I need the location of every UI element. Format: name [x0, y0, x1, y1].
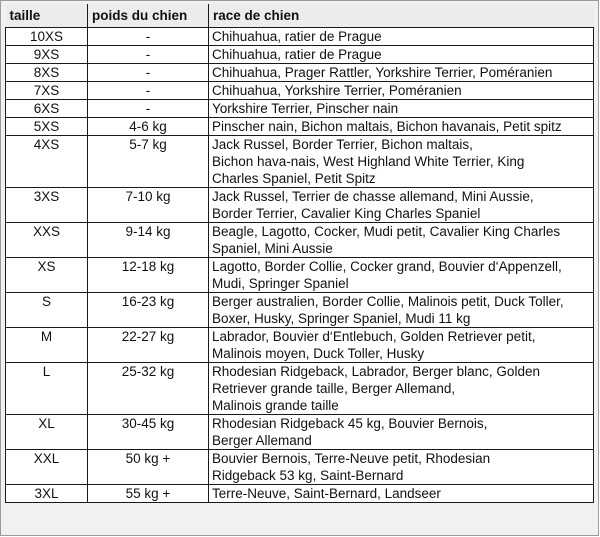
- breed-line: Mudi, Springer Spaniel: [212, 276, 349, 291]
- cell-size: 10XS: [6, 28, 88, 46]
- cell-breeds: [209, 293, 594, 328]
- breed-line: Lagotto, Border Collie, Cocker grand, Bouvier d‘Appenzell,: [212, 259, 562, 274]
- cell-weight: 5-7 kg: [88, 136, 209, 188]
- table-row: [6, 450, 594, 485]
- breed-line: Bouvier Bernois, Terre-Neuve petit, Rhodesian: [212, 451, 491, 466]
- breed-line: Terre-Neuve, Saint-Bernard, Landseer: [212, 486, 441, 501]
- table-row: [6, 64, 594, 82]
- table-row: [6, 293, 594, 328]
- breed-line: Retriever grande taille, Berger Allemand,: [212, 381, 456, 396]
- cell-size: L: [6, 363, 88, 415]
- cell-breeds: [209, 64, 594, 82]
- cell-weight: 50 kg +: [88, 450, 209, 485]
- table-row: [6, 188, 594, 223]
- cell-weight: 16-23 kg: [88, 293, 209, 328]
- breed-line: Malinois grande taille: [212, 398, 339, 413]
- breed-line: Chihuahua, ratier de Prague: [212, 29, 382, 44]
- breed-line: Charles Spaniel, Petit Spitz: [212, 171, 376, 186]
- cell-weight: -: [88, 46, 209, 64]
- breed-line: Spaniel, Mini Aussie: [212, 241, 333, 256]
- cell-breeds: [209, 188, 594, 223]
- cell-breeds: [209, 118, 594, 136]
- size-chart-table: [5, 4, 594, 503]
- header-row: [6, 4, 594, 28]
- breed-line: Pinscher nain, Bichon maltais, Bichon havanais, Petit spitz: [212, 119, 562, 134]
- table-row: [6, 485, 594, 503]
- table-row: [6, 46, 594, 64]
- cell-weight: 55 kg +: [88, 485, 209, 503]
- table-row: [6, 363, 594, 415]
- cell-breeds: [209, 100, 594, 118]
- breed-line: Chihuahua, ratier de Prague: [212, 47, 382, 62]
- cell-size: XL: [6, 415, 88, 450]
- table-row: [6, 118, 594, 136]
- table-row: [6, 328, 594, 363]
- breed-line: Chihuahua, Prager Rattler, Yorkshire Terrier, Poméranien: [212, 65, 553, 80]
- cell-weight: 4-6 kg: [88, 118, 209, 136]
- cell-weight: 25-32 kg: [88, 363, 209, 415]
- breed-line: Border Terrier, Cavalier King Charles Spaniel: [212, 206, 481, 221]
- table-body: [6, 28, 594, 503]
- cell-size: M: [6, 328, 88, 363]
- cell-breeds: [209, 258, 594, 293]
- cell-breeds: [209, 328, 594, 363]
- cell-size: XXL: [6, 450, 88, 485]
- cell-weight: -: [88, 82, 209, 100]
- table-row: [6, 223, 594, 258]
- table-row: [6, 136, 594, 188]
- cell-size: 3XS: [6, 188, 88, 223]
- breed-line: Rhodesian Ridgeback, Labrador, Berger blanc, Golden: [212, 364, 540, 379]
- table-row: [6, 100, 594, 118]
- breed-line: Rhodesian Ridgeback 45 kg, Bouvier Bernois,: [212, 416, 488, 431]
- header-size: taille: [6, 4, 88, 28]
- cell-size: XXS: [6, 223, 88, 258]
- cell-size: 7XS: [6, 82, 88, 100]
- cell-weight: 22-27 kg: [88, 328, 209, 363]
- breed-line: Bichon hava-nais, West Highland White Terrier, King: [212, 154, 525, 169]
- header-breed: race de chien: [209, 4, 594, 28]
- cell-weight: 9-14 kg: [88, 223, 209, 258]
- cell-breeds: [209, 363, 594, 415]
- cell-size: 8XS: [6, 64, 88, 82]
- table-row: [6, 82, 594, 100]
- cell-breeds: [209, 485, 594, 503]
- breed-line: Berger Allemand: [212, 433, 312, 448]
- cell-size: 3XL: [6, 485, 88, 503]
- cell-breeds: [209, 46, 594, 64]
- cell-weight: -: [88, 64, 209, 82]
- cell-weight: 7-10 kg: [88, 188, 209, 223]
- cell-size: 9XS: [6, 46, 88, 64]
- cell-weight: 12-18 kg: [88, 258, 209, 293]
- table-row: [6, 258, 594, 293]
- breed-line: Jack Russel, Terrier de chasse allemand, Mini Aussie,: [212, 189, 534, 204]
- table-row: [6, 28, 594, 46]
- cell-size: 6XS: [6, 100, 88, 118]
- breed-line: Ridgeback 53 kg, Saint-Bernard: [212, 468, 404, 483]
- cell-breeds: [209, 28, 594, 46]
- breed-line: Berger australien, Border Collie, Malinois petit, Duck Toller,: [212, 294, 564, 309]
- breed-line: Malinois moyen, Duck Toller, Husky: [212, 346, 425, 361]
- cell-weight: -: [88, 100, 209, 118]
- cell-breeds: [209, 450, 594, 485]
- breed-line: Beagle, Lagotto, Cocker, Mudi petit, Cavalier King Charles: [212, 224, 561, 239]
- cell-breeds: [209, 223, 594, 258]
- cell-size: S: [6, 293, 88, 328]
- breed-line: Boxer, Husky, Springer Spaniel, Mudi 11 kg: [212, 311, 471, 326]
- cell-size: 4XS: [6, 136, 88, 188]
- cell-breeds: [209, 82, 594, 100]
- cell-weight: -: [88, 28, 209, 46]
- breed-line: Yorkshire Terrier, Pinscher nain: [212, 101, 399, 116]
- cell-size: XS: [6, 258, 88, 293]
- table-row: [6, 415, 594, 450]
- breed-line: Labrador, Bouvier d‘Entlebuch, Golden Retriever petit,: [212, 329, 536, 344]
- cell-weight: 30-45 kg: [88, 415, 209, 450]
- breed-line: Jack Russel, Border Terrier, Bichon maltais,: [212, 137, 473, 152]
- cell-breeds: [209, 136, 594, 188]
- header-weight: poids du chien: [88, 4, 209, 28]
- cell-breeds: [209, 415, 594, 450]
- cell-size: 5XS: [6, 118, 88, 136]
- breed-line: Chihuahua, Yorkshire Terrier, Poméranien: [212, 83, 462, 98]
